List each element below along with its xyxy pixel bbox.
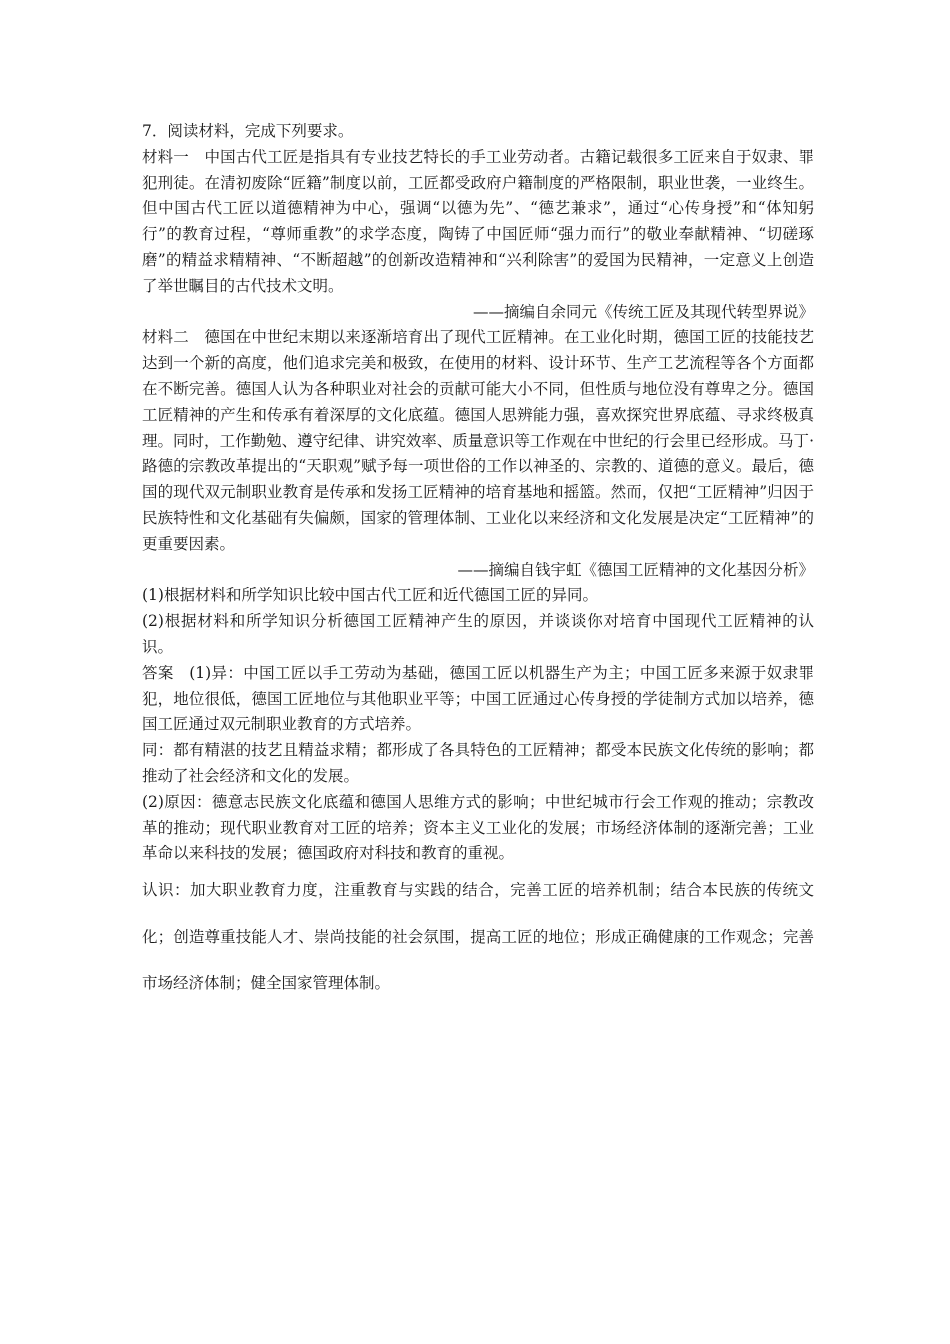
material-one	[142, 145, 814, 300]
material-two-text: 德国在中世纪末期以来逐渐培育出了现代工匠精神。在工业化时期，德国工匠的技能技艺达到一个新的高度，他们追求完美和极致，在使用的材料、设计环节、生产工艺流程等各个方面都在不断完善。德国人认为各种职业对社会的贡献可能大小不同，但性质与地位没有尊卑之分。德国工匠精神的产生和传承有着深厚的文化底蕴。德国人思辨能力强，喜欢探究世界底蕴、寻求终极真理。同时，工作勤勉、遵守纪律、讲究效率、质量意识等工作观在中世纪的行会里已经形成。马丁·路德的宗教改革提出的“天职观”赋予每一项世俗的工作以神圣的、宗教的、道德的意义。最后，德国的现代双元制职业教育是传承和发扬工匠精神的培育基地和摇篮。然而，仅把“工匠精神”归因于民族特性和文化基础有失偏颇，国家的管理体制、工业化以来经济和文化发展是决定“工匠精神”的更重要因素。	[142, 328, 814, 553]
question-2: (2)根据材料和所学知识分析德国工匠精神产生的原因，并谈谈你对培育中国现代工匠精神的认识。	[142, 612, 814, 656]
material-one-source: ——摘编自余同元《传统工匠及其现代转型界说》	[472, 302, 814, 321]
material-one-label: 材料一	[142, 147, 189, 166]
answer-part-1-similarity: 同：都有精湛的技艺且精益求精；都形成了各具特色的工匠精神；都受本民族文化传统的影响；都推动了社会经济和文化的发展。	[142, 741, 814, 785]
answer-1-difference-text: (1)异：中国工匠以手工劳动为基础，德国工匠以机器生产为主；中国工匠多来源于奴隶罪犯，地位很低，德国工匠地位与其他职业平等；中国工匠通过心传身授的学徒制方式加以培养，德国工匠通过双元制职业教育的方式培养。	[142, 663, 814, 734]
material-two-source: ——摘编自钱宇虹《德国工匠精神的文化基因分析》	[457, 560, 814, 579]
material-two	[142, 325, 814, 557]
answer-part-2-reason: (2)原因：德意志民族文化底蕴和德国人思维方式的影响；中世纪城市行会工作观的推动；宗教改革的推动；现代职业教育对工匠的培养；资本主义工业化的发展；市场经济体制的逐渐完善；工业革命以来科技的发展；德国政府对科技和教育的重视。	[142, 792, 814, 863]
document-body	[142, 119, 814, 1007]
material-one-text: 中国古代工匠是指具有专业技艺特长的手工业劳动者。古籍记载很多工匠来自于奴隶、罪犯刑徒。在清初废除“匠籍”制度以前，工匠都受政府户籍制度的严格限制，职业世袭，一业终生。但中国古代工匠以道德精神为中心，强调“以德为先”、“德艺兼求”，通过“心传身授”和“体知躬行”的教育过程，“尊师重教”的求学态度，陶铸了中国匠师“强力而行”的敬业奉献精神、“切磋琢磨”的精益求精精神、“不断超越”的创新改造精神和“兴利除害”的爱国为民精神，一定意义上创造了举世瞩目的古代技术文明。	[142, 147, 814, 295]
question-1: (1)根据材料和所学知识比较中国古代工匠和近代德国工匠的异同。	[142, 586, 598, 605]
question-title: 7．阅读材料，完成下列要求。	[142, 122, 354, 140]
answer-part-2-view: 认识：加大职业教育力度，注重教育与实践的结合，完善工匠的培养机制；结合本民族的传统文化；创造尊重技能人才、崇尚技能的社会氛围，提高工匠的地位；形成正确健康的工作观念；完善市场经济体制；健全国家管理体制。	[142, 881, 814, 993]
answer-label: 答案	[142, 663, 174, 682]
material-two-label: 材料二	[142, 328, 189, 347]
answer-part-1-difference	[142, 661, 814, 738]
